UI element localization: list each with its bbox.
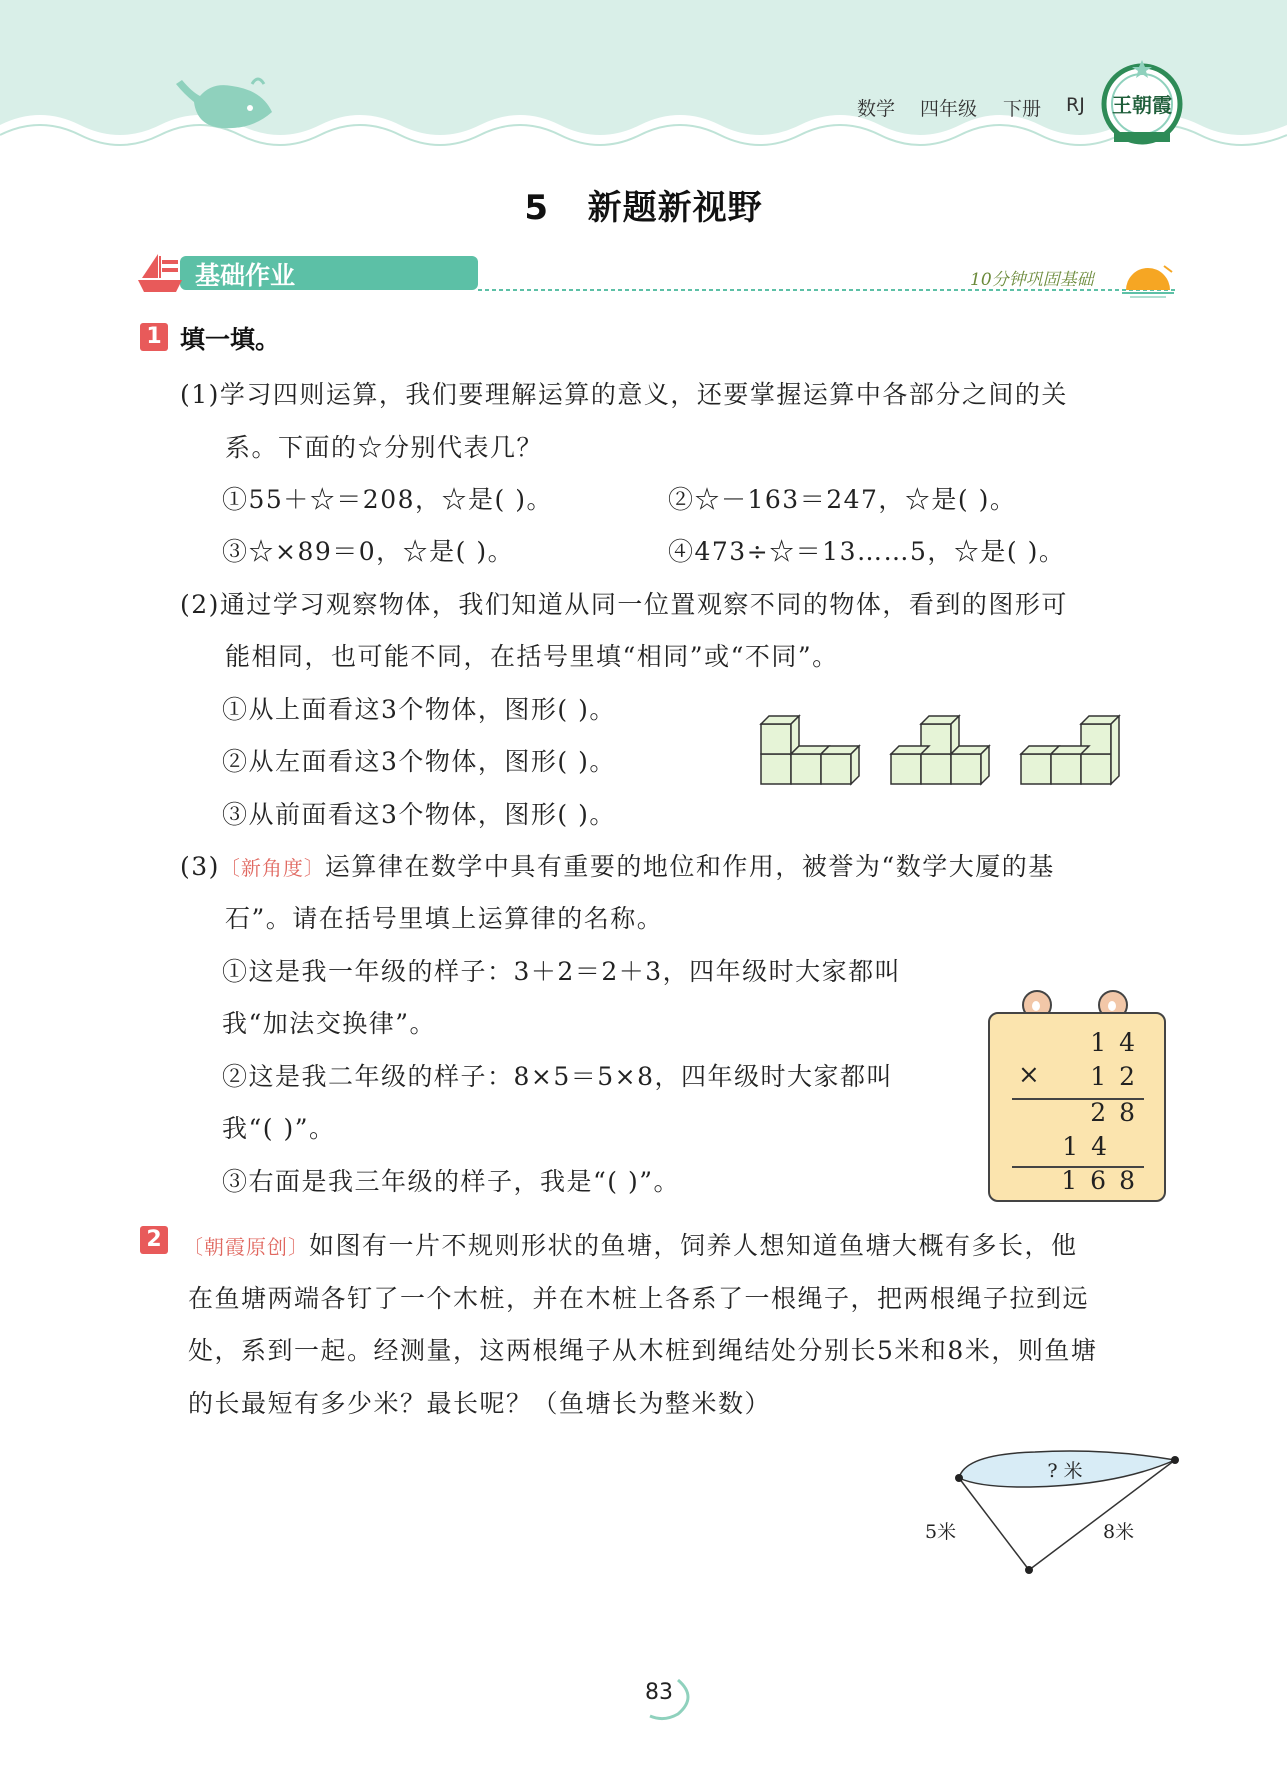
section-note: 10分钟巩固基础 <box>970 270 1094 290</box>
q1-part3-item3: ③右面是我三年级的样子，我是“( )”。 <box>222 1167 681 1196</box>
q2-line1-text: 如图有一片不规则形状的鱼塘，饲养人想知道鱼塘大概有多长，他 <box>309 1231 1078 1260</box>
calc-multiplier: 12 <box>1090 1062 1148 1091</box>
meta-edition: RJ <box>1066 94 1085 116</box>
q2-tag: 〔朝霞原创〕 <box>183 1235 309 1259</box>
page-title: 5 新题新视野 <box>524 188 763 228</box>
fish-pond-figure <box>925 1440 1185 1590</box>
q1-part3-line1-text: 运算律在数学中具有重要的地位和作用，被誉为“数学大厦的基 <box>324 852 1055 881</box>
calc-partial-1: 28 <box>1090 1098 1148 1127</box>
q1-part3-prefix: (3) <box>180 852 220 881</box>
q1-part2-item3: ③从前面看这3个物体，图形( )。 <box>222 800 616 829</box>
q1-part1-item4: ④473÷☆＝13……5，☆是( )。 <box>668 537 1066 566</box>
q1-part2-line1: (2)通过学习观察物体，我们知道从同一位置观察不同的物体，看到的图形可 <box>180 590 1068 619</box>
calc-multiplicand: 14 <box>1090 1028 1148 1057</box>
question-1-heading: 填一填。 <box>180 325 281 354</box>
meta-grade: 四年级 <box>920 98 978 120</box>
q1-part3-line1 <box>180 847 1055 883</box>
question-1-number: 1 <box>140 323 168 351</box>
q1-part1-item3: ③☆×89＝0，☆是( )。 <box>222 537 515 566</box>
q2-line1 <box>183 1226 1078 1262</box>
q1-part3-item1a: ①这是我一年级的样子：3＋2＝2＋3，四年级时大家都叫 <box>222 957 902 986</box>
q1-part1-item1: ①55＋☆＝208，☆是( )。 <box>222 485 553 514</box>
meta-volume: 下册 <box>1003 98 1042 120</box>
q1-part2-item2: ②从左面看这3个物体，图形( )。 <box>222 747 616 776</box>
q1-part3-item1b: 我“加法交换律”。 <box>222 1009 437 1038</box>
sunrise-icon <box>1120 262 1176 298</box>
right-rope-label: 8米 <box>1103 1521 1135 1543</box>
q1-part2-line2: 能相同，也可能不同，在括号里填“相同”或“不同”。 <box>225 642 839 671</box>
pond-length-label: ? 米 <box>1047 1460 1083 1482</box>
q1-part1-line2: 系。下面的☆分别代表几？ <box>225 433 544 462</box>
page-number-text: 83 <box>645 1680 673 1705</box>
q2-line4: 的长最短有多少米？最长呢？（鱼塘长为整米数） <box>188 1389 772 1418</box>
q1-part3-line2: 石”。请在括号里填上运算律的名称。 <box>225 904 664 933</box>
calc-product: 168 <box>1061 1166 1148 1195</box>
q1-part3-item2b: 我“( )”。 <box>222 1114 336 1143</box>
svg-text:王朝霞: 王朝霞 <box>1112 93 1172 117</box>
meta-subject: 数学 <box>857 98 896 120</box>
q1-part1-line1: (1)学习四则运算，我们要理解运算的意义，还要掌握运算中各部分之间的关 <box>180 380 1068 409</box>
calc-partial-2: 14 <box>1062 1132 1120 1161</box>
multiplication-card <box>988 1012 1166 1202</box>
q1-part1-item2: ②☆－163＝247，☆是( )。 <box>668 485 1017 514</box>
q1-part2-item1: ①从上面看这3个物体，图形( )。 <box>222 695 616 724</box>
q1-part3-tag: 〔新角度〕 <box>219 856 325 880</box>
left-rope-label: 5米 <box>925 1521 957 1543</box>
q2-line2: 在鱼塘两端各钉了一个木桩，并在木桩上各系了一根绳子，把两根绳子拉到远 <box>188 1284 1090 1313</box>
q1-part3-item2a: ②这是我二年级的样子：8×5＝5×8，四年级时大家都叫 <box>222 1062 894 1091</box>
whale-icon <box>172 72 282 134</box>
cube-objects-figure <box>755 710 1130 788</box>
brand-logo-icon <box>1100 58 1184 150</box>
section-label: 基础作业 <box>195 261 296 290</box>
question-2-number: 2 <box>140 1226 168 1254</box>
calc-operator: × <box>1018 1060 1040 1090</box>
page-number <box>620 1672 700 1722</box>
q2-line3: 处，系到一起。经测量，这两根绳子从木桩到绳结处分别长5米和8米，则鱼塘 <box>188 1336 1098 1365</box>
